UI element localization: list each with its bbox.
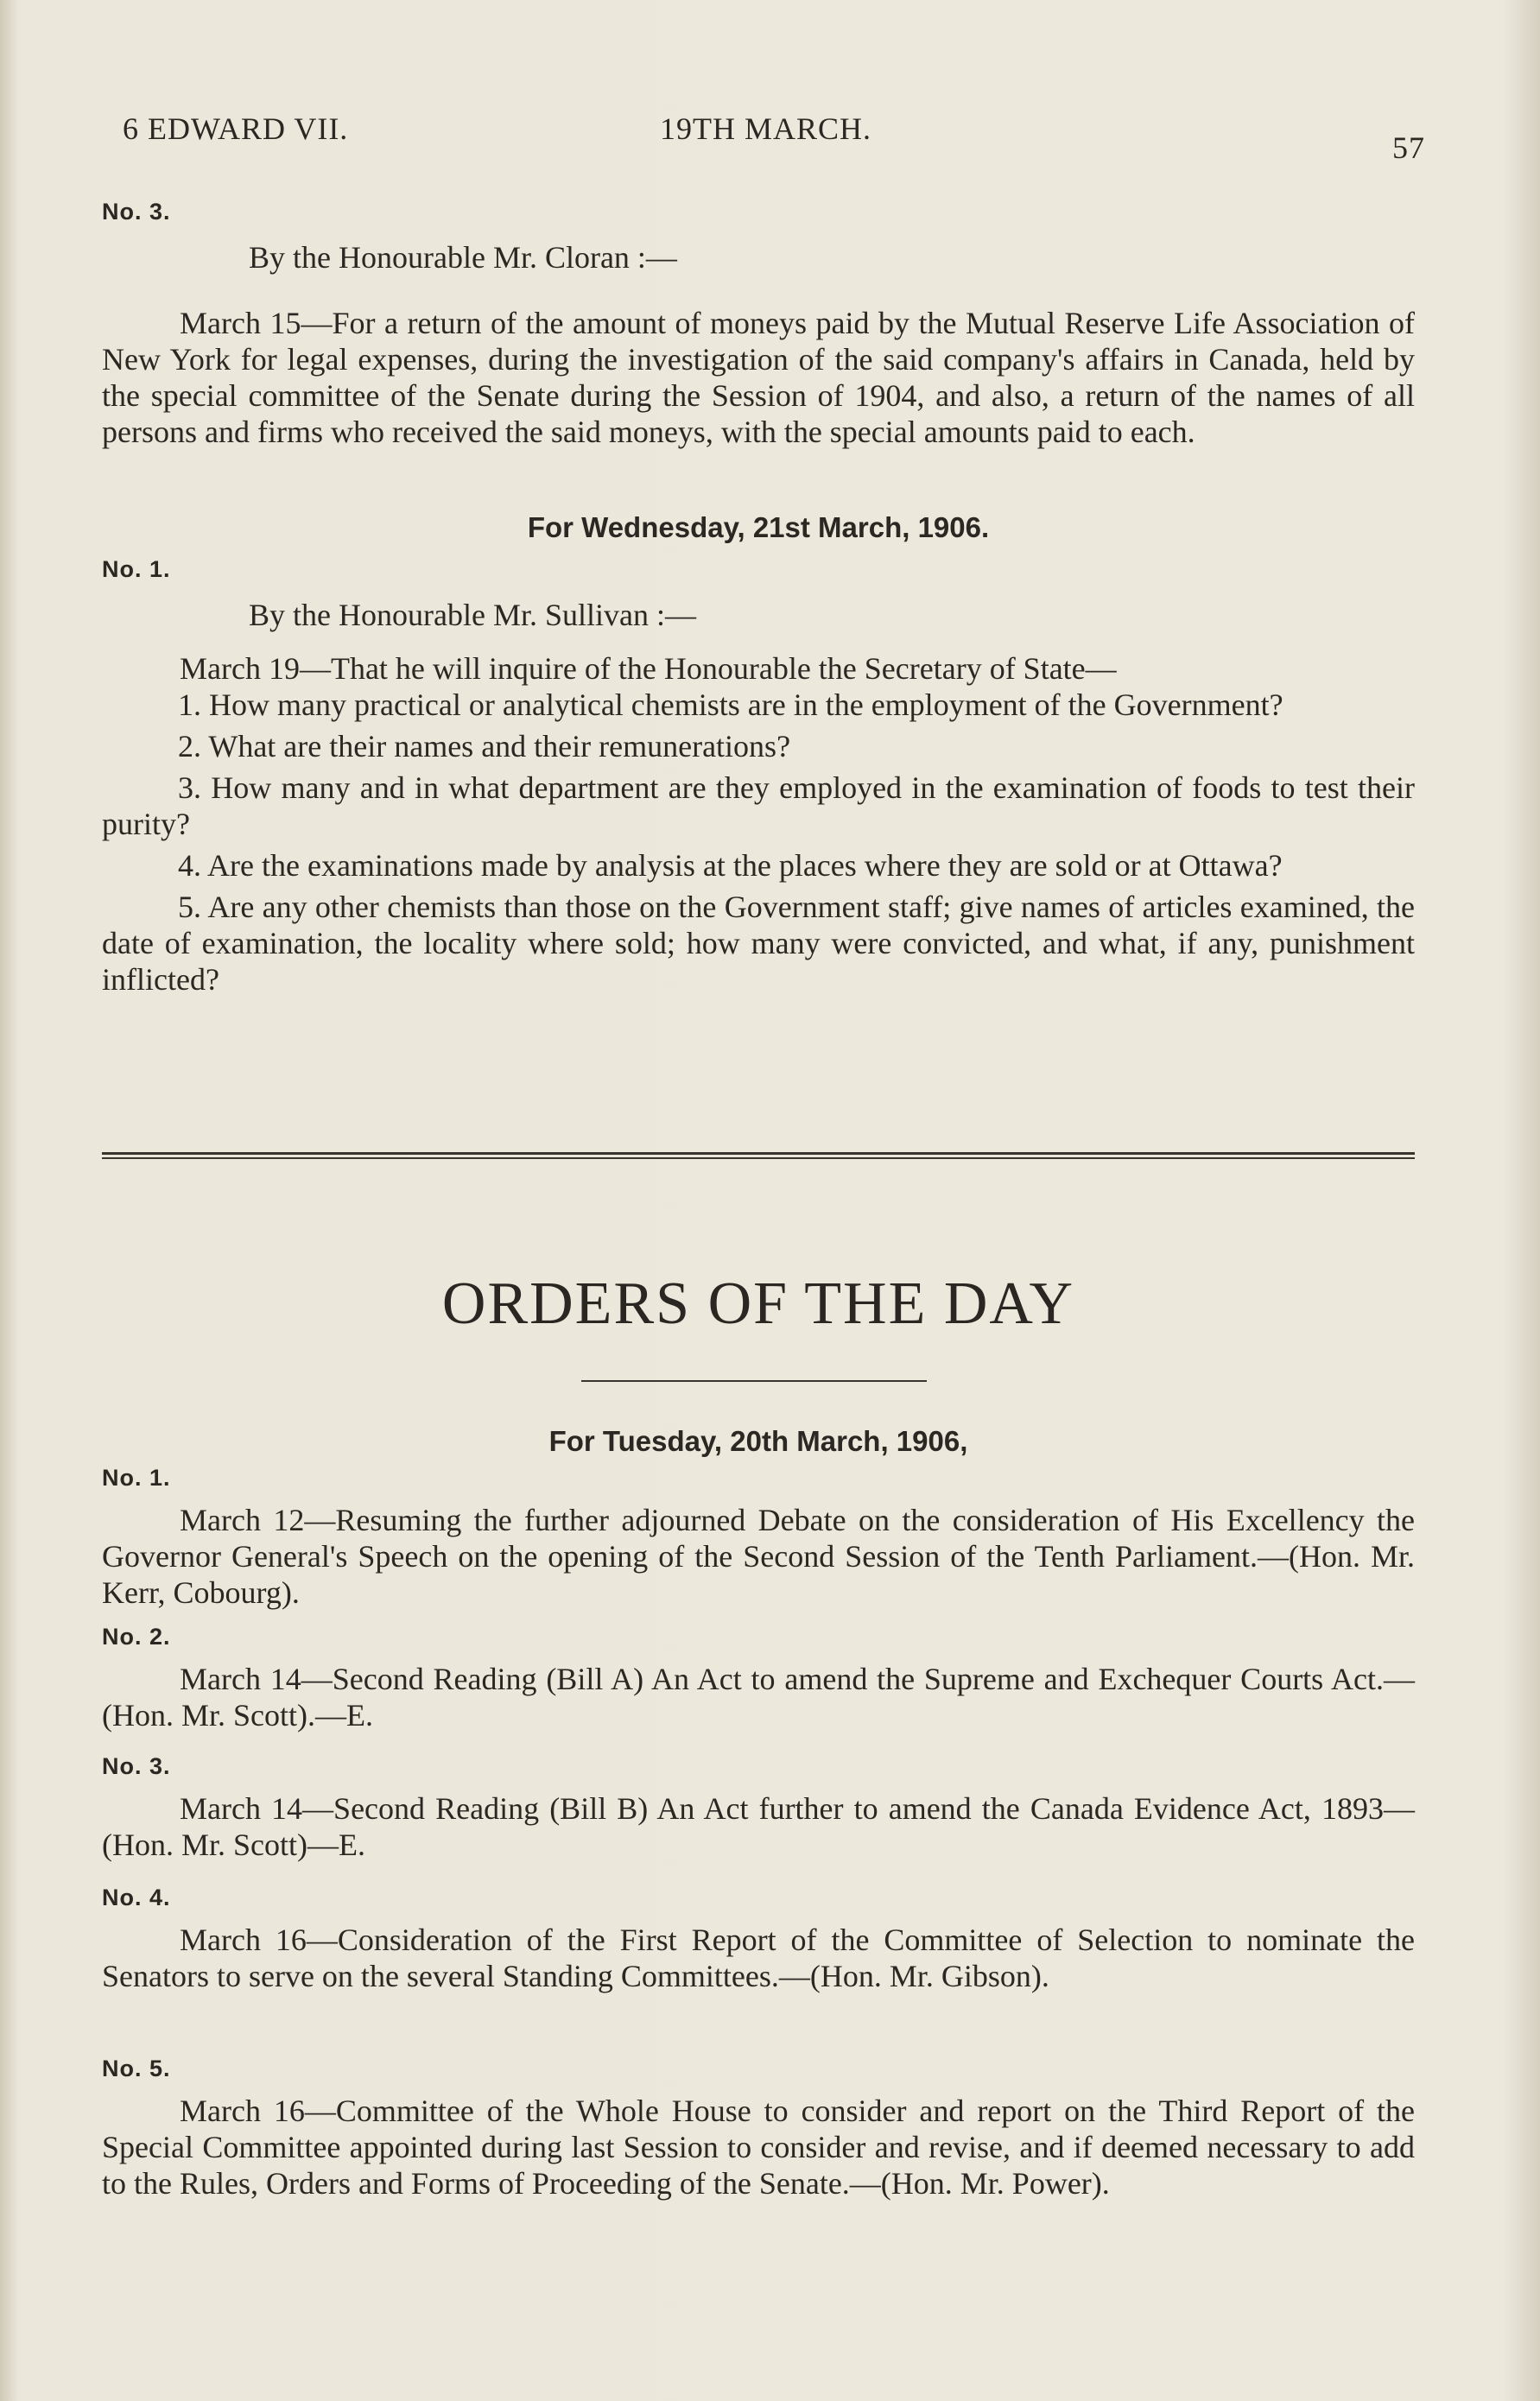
- running-head-center: 19TH MARCH.: [660, 111, 872, 146]
- item-text: March 16—Committee of the Whole House to consider and report on the Third Report of the Special Committee appointed during last Session to consider and revise, and if deemed necessary to add to the Rules, Orders and Forms of Proceeding of the Senate.—(Hon. Mr. Power).: [102, 2094, 1415, 2201]
- item-text: March 15—For a return of the amount of moneys paid by the Mutual Reserve Life Association of New York for legal expenses, during the investigation of the said company's affairs in Canada, held by the special committee of the Senate during the Session of 1904, and also, a return of the names of all persons and firms who received the said moneys, with the special amounts paid to each.: [102, 306, 1415, 449]
- page-number: 57: [1392, 130, 1425, 165]
- question-item: 3. How many and in what department are they employed in the examination of foods to test their purity?: [102, 770, 1415, 841]
- item-text: March 12—Resuming the further adjourned Debate on the consideration of His Excellency the Governor General's Speech on the opening of the Second Session of the Tenth Parliament.—(Hon. Mr. Kerr, Cobourg).: [102, 1503, 1415, 1610]
- item-number: No. 3.: [102, 1753, 171, 1779]
- mover-line: By the Honourable Mr. Cloran :—: [249, 240, 677, 275]
- short-rule-divider: [581, 1380, 927, 1382]
- order-item-2: [102, 1624, 1415, 1733]
- item-number: No. 4.: [102, 1885, 171, 1910]
- item-number: No. 5.: [102, 2056, 171, 2081]
- order-item-1: [102, 1465, 1415, 1611]
- question-item: 1. How many practical or analytical chemists are in the employment of the Government?: [178, 687, 1283, 722]
- order-item-5: [102, 2056, 1415, 2201]
- question-item: 4. Are the examinations made by analysis at the places where they are sold or at Ottawa?: [178, 848, 1283, 883]
- double-rule-divider: [102, 1152, 1415, 1159]
- mover-line: By the Honourable Mr. Sullivan :—: [249, 598, 696, 632]
- item-number: No. 2.: [102, 1624, 171, 1650]
- question-item: 2. What are their names and their remunerations?: [178, 729, 791, 763]
- item-number: No. 1.: [102, 556, 171, 582]
- inquiry-intro: March 19—That he will inquire of the Honourable the Secretary of State—: [180, 651, 1117, 686]
- question-item: 5. Are any other chemists than those on the Government staff; give names of articles examined, the date of examination, the locality where sold; how many were convicted, and what, if any, punishment inflicted?: [102, 890, 1415, 997]
- orders-title: ORDERS OF THE DAY: [441, 1270, 1075, 1337]
- running-head-left: 6 EDWARD VII.: [123, 111, 349, 146]
- item-text: March 16—Consideration of the First Report of the Committee of Selection to nominate the Senators to serve on the several Standing Committees.—(Hon. Mr. Gibson).: [102, 1923, 1415, 1993]
- item-text: March 14—Second Reading (Bill A) An Act to amend the Supreme and Exchequer Courts Act.—(Hon. Mr. Scott).—E.: [102, 1662, 1415, 1733]
- item-text: March 14—Second Reading (Bill B) An Act further to amend the Canada Evidence Act, 1893—(Hon. Mr. Scott)—E.: [102, 1791, 1415, 1862]
- item-number: No. 3.: [102, 199, 171, 225]
- tuesday-heading: For Tuesday, 20th March, 1906,: [548, 1425, 968, 1457]
- item-number: No. 1.: [102, 1465, 171, 1491]
- notice-item-cloran: [102, 199, 1415, 450]
- order-item-3: [102, 1753, 1415, 1863]
- section-heading: For Wednesday, 21st March, 1906.: [527, 511, 990, 543]
- order-item-4: [102, 1885, 1415, 1994]
- wednesday-section: [102, 511, 1415, 998]
